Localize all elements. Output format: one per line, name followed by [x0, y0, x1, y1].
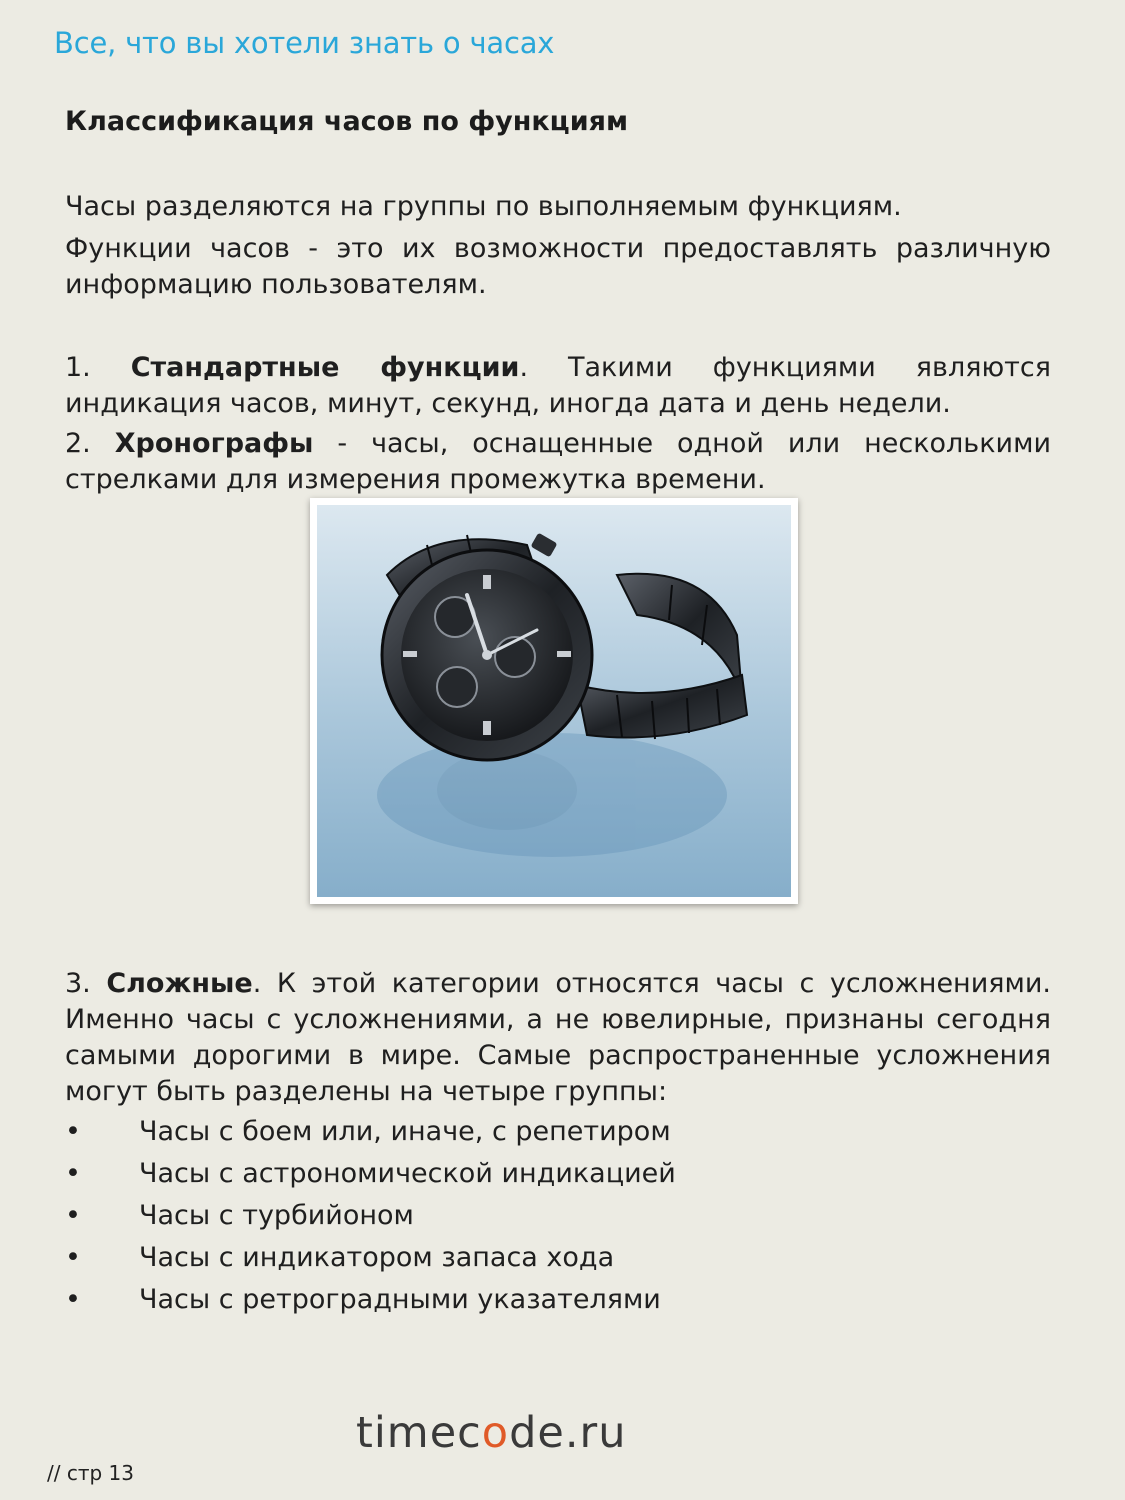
bullet-marker: • [65, 1284, 81, 1315]
bullet-text: Часы с ретроградными указателями [139, 1284, 661, 1315]
bullet-marker: • [65, 1158, 81, 1189]
item-term: Сложные [106, 968, 253, 999]
page-number: // стр 13 [47, 1461, 134, 1485]
watch-illustration [317, 505, 791, 897]
bullet-marker: • [65, 1242, 81, 1273]
bullet-text: Часы с боем или, иначе, с репетиром [139, 1116, 671, 1147]
section-title: Классификация часов по функциям [65, 106, 629, 137]
intro-paragraph-1: Часы разделяются на группы по выполняемым функциям. [65, 191, 902, 222]
running-title: Все, что вы хотели знать о часах [54, 26, 555, 60]
logo-accent-letter: o [481, 1408, 510, 1458]
bullet-marker: • [65, 1116, 81, 1147]
item-text: . Такими функциями являются индикация часов, минут, секунд, иногда дата и день недели. [65, 352, 1051, 419]
item-text: . К этой категории относятся часы с усложнениями. Именно часы с усложнениями, а не ювелирные, признаны сегодня самыми дорогими в мире. Самые распространенные усложнения могут быть разделены на четыре группы: [65, 968, 1051, 1107]
item-number: 2. [65, 428, 91, 459]
list-item-chronographs [65, 426, 1051, 498]
item-term: Хронографы [114, 428, 314, 459]
watch-photo [310, 498, 798, 904]
list-item-complications [65, 966, 1051, 1110]
bullet-text: Часы с индикатором запаса хода [139, 1242, 615, 1273]
list-item-standard [65, 350, 1051, 422]
bullet-marker: • [65, 1200, 81, 1231]
timecode-logo [356, 1408, 626, 1458]
bullet-text: Часы с астрономической индикацией [139, 1158, 676, 1189]
item-number: 3. [65, 968, 91, 999]
item-term: Стандартные функции [130, 352, 520, 383]
logo-text-end: de.ru [509, 1408, 627, 1458]
item-text: - часы, оснащенные одной или несколькими стрелками для измерения промежутка времени. [65, 428, 1051, 495]
intro-paragraph-2: Функции часов - это их возможности предоставлять различную информацию пользователям. [65, 233, 1051, 300]
item-number: 1. [65, 352, 91, 383]
bullet-text: Часы с турбийоном [139, 1200, 414, 1231]
logo-text-start: timec [356, 1408, 482, 1458]
